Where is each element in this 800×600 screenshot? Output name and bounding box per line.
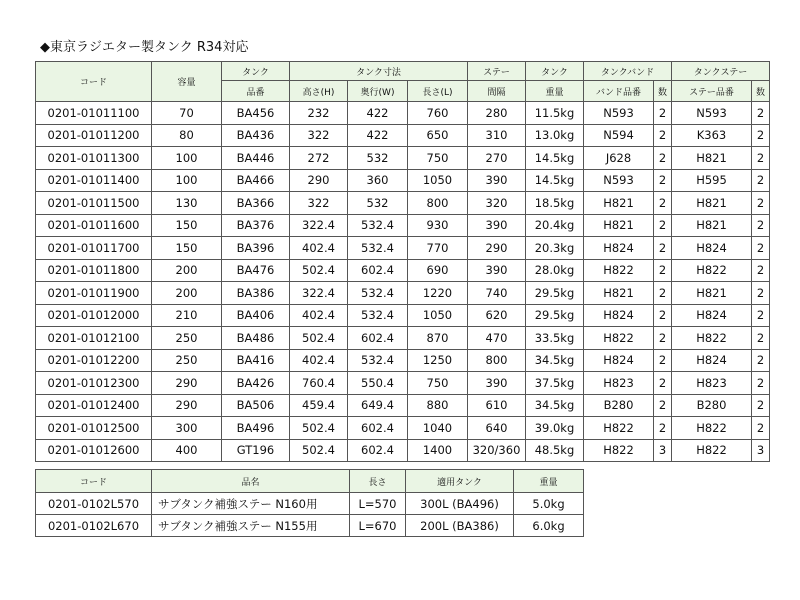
table-row (36, 349, 770, 372)
cell-stay-number: H824 (672, 349, 752, 372)
header-capacity: 容量 (152, 62, 222, 102)
cell-length: 880 (408, 394, 468, 417)
cell-capacity: 150 (152, 214, 222, 237)
header-tank-stay: タンクステー (672, 62, 770, 81)
cell-height: 272 (290, 147, 348, 170)
header-model: 品番 (222, 81, 290, 102)
cell-model: BA446 (222, 147, 290, 170)
cell-band-qty: 2 (654, 147, 672, 170)
cell-band-qty: 2 (654, 214, 672, 237)
cell-stay-qty: 2 (752, 282, 770, 305)
header-band-qty: 数 (654, 81, 672, 102)
cell-stay-number: H595 (672, 169, 752, 192)
cell-depth: 602.4 (348, 327, 408, 350)
table-row (36, 372, 770, 395)
cell-stay-number: N593 (672, 102, 752, 125)
sub-tank-stay-table (35, 469, 584, 537)
table-row (36, 147, 770, 170)
cell-code: 0201-01012200 (36, 349, 152, 372)
cell-capacity: 290 (152, 372, 222, 395)
cell-band-number: H824 (584, 349, 654, 372)
cell-code: 0201-01011700 (36, 237, 152, 260)
cell-depth: 649.4 (348, 394, 408, 417)
cell-capacity: 150 (152, 237, 222, 260)
cell-length: 870 (408, 327, 468, 350)
cell-depth: 532.4 (348, 237, 408, 260)
cell-length: L=670 (350, 515, 406, 537)
cell-capacity: 80 (152, 124, 222, 147)
cell-height: 402.4 (290, 304, 348, 327)
cell-code: 0201-01011900 (36, 282, 152, 305)
cell-code: 0201-01012500 (36, 417, 152, 440)
cell-applicable-tank: 200L (BA386) (406, 515, 514, 537)
cell-pitch: 620 (468, 304, 526, 327)
cell-code: 0201-01011100 (36, 102, 152, 125)
cell-model: BA426 (222, 372, 290, 395)
cell-weight: 6.0kg (514, 515, 584, 537)
cell-length: 770 (408, 237, 468, 260)
cell-code: 0201-01011300 (36, 147, 152, 170)
header-band-number: バンド品番 (584, 81, 654, 102)
cell-stay-qty: 2 (752, 102, 770, 125)
cell-weight: 29.5kg (526, 282, 584, 305)
header-code: コード (36, 470, 152, 493)
cell-length: 1250 (408, 349, 468, 372)
header-pitch: 間隔 (468, 81, 526, 102)
cell-model: BA396 (222, 237, 290, 260)
cell-depth: 532 (348, 192, 408, 215)
cell-stay-number: H821 (672, 214, 752, 237)
cell-weight: 18.5kg (526, 192, 584, 215)
cell-pitch: 390 (468, 372, 526, 395)
table-row (36, 124, 770, 147)
cell-height: 459.4 (290, 394, 348, 417)
cell-depth: 532.4 (348, 349, 408, 372)
cell-height: 322 (290, 192, 348, 215)
cell-code: 0201-01012400 (36, 394, 152, 417)
cell-length: 650 (408, 124, 468, 147)
cell-weight: 14.5kg (526, 169, 584, 192)
cell-model: BA456 (222, 102, 290, 125)
cell-weight: 5.0kg (514, 493, 584, 515)
header-applicable-tank: 適用タンク (406, 470, 514, 493)
cell-band-qty: 2 (654, 102, 672, 125)
cell-model: BA506 (222, 394, 290, 417)
cell-weight: 14.5kg (526, 147, 584, 170)
cell-model: BA386 (222, 282, 290, 305)
cell-stay-number: H821 (672, 147, 752, 170)
cell-weight: 29.5kg (526, 304, 584, 327)
cell-band-number: N594 (584, 124, 654, 147)
cell-capacity: 100 (152, 169, 222, 192)
header-stay-number: ステー品番 (672, 81, 752, 102)
cell-band-qty: 2 (654, 372, 672, 395)
cell-stay-number: H822 (672, 259, 752, 282)
cell-pitch: 390 (468, 214, 526, 237)
cell-depth: 550.4 (348, 372, 408, 395)
cell-capacity: 210 (152, 304, 222, 327)
cell-band-qty: 2 (654, 237, 672, 260)
cell-model: BA436 (222, 124, 290, 147)
cell-band-number: H824 (584, 237, 654, 260)
cell-stay-qty: 2 (752, 124, 770, 147)
cell-length: L=570 (350, 493, 406, 515)
cell-height: 322.4 (290, 282, 348, 305)
table-row (36, 169, 770, 192)
cell-pitch: 290 (468, 237, 526, 260)
cell-pitch: 270 (468, 147, 526, 170)
header-tank-dimensions: タンク寸法 (290, 62, 468, 81)
cell-code: 0201-01011500 (36, 192, 152, 215)
cell-band-number: H822 (584, 259, 654, 282)
cell-code: 0201-01011600 (36, 214, 152, 237)
cell-length: 760 (408, 102, 468, 125)
cell-model: BA416 (222, 349, 290, 372)
cell-band-qty: 2 (654, 169, 672, 192)
cell-length: 1050 (408, 169, 468, 192)
header-height: 高さ(H) (290, 81, 348, 102)
cell-stay-qty: 2 (752, 417, 770, 440)
cell-capacity: 290 (152, 394, 222, 417)
cell-pitch: 470 (468, 327, 526, 350)
cell-length: 690 (408, 259, 468, 282)
cell-length: 1220 (408, 282, 468, 305)
cell-depth: 602.4 (348, 439, 408, 462)
header-length: 長さ(L) (408, 81, 468, 102)
cell-code: 0201-01011800 (36, 259, 152, 282)
cell-weight: 34.5kg (526, 349, 584, 372)
cell-name: サブタンク補強ステー N155用 (152, 515, 350, 537)
table-row (36, 493, 584, 515)
table-row (36, 214, 770, 237)
cell-pitch: 320/360 (468, 439, 526, 462)
cell-model: BA486 (222, 327, 290, 350)
cell-band-number: H823 (584, 372, 654, 395)
cell-height: 502.4 (290, 327, 348, 350)
cell-capacity: 70 (152, 102, 222, 125)
header-tank-weight-top: タンク (526, 62, 584, 81)
cell-weight: 48.5kg (526, 439, 584, 462)
cell-pitch: 310 (468, 124, 526, 147)
cell-weight: 20.3kg (526, 237, 584, 260)
table-row (36, 439, 770, 462)
cell-capacity: 130 (152, 192, 222, 215)
cell-name: サブタンク補強ステー N160用 (152, 493, 350, 515)
cell-stay-qty: 2 (752, 304, 770, 327)
cell-model: BA476 (222, 259, 290, 282)
cell-length: 750 (408, 147, 468, 170)
cell-weight: 11.5kg (526, 102, 584, 125)
cell-code: 0201-0102L570 (36, 493, 152, 515)
cell-weight: 13.0kg (526, 124, 584, 147)
cell-model: BA376 (222, 214, 290, 237)
cell-pitch: 610 (468, 394, 526, 417)
cell-stay-number: H824 (672, 237, 752, 260)
cell-length: 1400 (408, 439, 468, 462)
header-weight: 重量 (514, 470, 584, 493)
cell-depth: 532.4 (348, 304, 408, 327)
cell-length: 1050 (408, 304, 468, 327)
cell-stay-qty: 2 (752, 192, 770, 215)
cell-band-number: H822 (584, 327, 654, 350)
cell-stay-number: H821 (672, 282, 752, 305)
cell-pitch: 800 (468, 349, 526, 372)
header-tank: タンク (222, 62, 290, 81)
table-row (36, 192, 770, 215)
table-row (36, 304, 770, 327)
cell-stay-qty: 2 (752, 147, 770, 170)
header-length: 長さ (350, 470, 406, 493)
cell-band-number: H824 (584, 304, 654, 327)
cell-capacity: 200 (152, 259, 222, 282)
cell-capacity: 200 (152, 282, 222, 305)
cell-height: 322.4 (290, 214, 348, 237)
cell-stay-qty: 3 (752, 439, 770, 462)
table-row (36, 394, 770, 417)
cell-stay-number: H822 (672, 439, 752, 462)
cell-stay-qty: 2 (752, 169, 770, 192)
table-row (36, 515, 584, 537)
cell-height: 322 (290, 124, 348, 147)
cell-capacity: 250 (152, 327, 222, 350)
cell-band-qty: 2 (654, 327, 672, 350)
cell-length: 930 (408, 214, 468, 237)
cell-pitch: 390 (468, 259, 526, 282)
header-stay: ステー (468, 62, 526, 81)
cell-height: 502.4 (290, 259, 348, 282)
table-row (36, 417, 770, 440)
header-tank-band: タンクバンド (584, 62, 672, 81)
table-row (36, 327, 770, 350)
cell-band-qty: 2 (654, 124, 672, 147)
cell-height: 502.4 (290, 417, 348, 440)
header-name: 品名 (152, 470, 350, 493)
cell-weight: 34.5kg (526, 394, 584, 417)
cell-height: 760.4 (290, 372, 348, 395)
cell-code: 0201-01012300 (36, 372, 152, 395)
cell-pitch: 740 (468, 282, 526, 305)
cell-height: 402.4 (290, 237, 348, 260)
header-stay-qty: 数 (752, 81, 770, 102)
cell-band-number: B280 (584, 394, 654, 417)
tank-spec-table (35, 61, 770, 462)
cell-band-number: H821 (584, 282, 654, 305)
cell-depth: 360 (348, 169, 408, 192)
cell-stay-number: H823 (672, 372, 752, 395)
header-code: コード (36, 62, 152, 102)
cell-code: 0201-01011200 (36, 124, 152, 147)
cell-stay-number: K363 (672, 124, 752, 147)
cell-depth: 422 (348, 124, 408, 147)
cell-band-qty: 2 (654, 192, 672, 215)
cell-band-qty: 2 (654, 259, 672, 282)
cell-code: 0201-01011400 (36, 169, 152, 192)
cell-height: 502.4 (290, 439, 348, 462)
cell-length: 750 (408, 372, 468, 395)
cell-code: 0201-01012000 (36, 304, 152, 327)
cell-weight: 37.5kg (526, 372, 584, 395)
cell-length: 1040 (408, 417, 468, 440)
table-row (36, 282, 770, 305)
cell-stay-number: H821 (672, 192, 752, 215)
cell-band-qty: 2 (654, 349, 672, 372)
cell-band-qty: 3 (654, 439, 672, 462)
cell-length: 800 (408, 192, 468, 215)
cell-model: BA366 (222, 192, 290, 215)
cell-band-number: J628 (584, 147, 654, 170)
cell-depth: 532.4 (348, 282, 408, 305)
table-row (36, 102, 770, 125)
cell-pitch: 390 (468, 169, 526, 192)
cell-stay-qty: 2 (752, 372, 770, 395)
cell-capacity: 300 (152, 417, 222, 440)
cell-height: 402.4 (290, 349, 348, 372)
cell-pitch: 280 (468, 102, 526, 125)
cell-depth: 422 (348, 102, 408, 125)
cell-code: 0201-01012600 (36, 439, 152, 462)
cell-depth: 532 (348, 147, 408, 170)
cell-model: GT196 (222, 439, 290, 462)
cell-band-qty: 2 (654, 282, 672, 305)
cell-capacity: 250 (152, 349, 222, 372)
cell-band-number: H821 (584, 192, 654, 215)
cell-pitch: 640 (468, 417, 526, 440)
header-weight: 重量 (526, 81, 584, 102)
cell-applicable-tank: 300L (BA496) (406, 493, 514, 515)
cell-band-qty: 2 (654, 417, 672, 440)
cell-weight: 39.0kg (526, 417, 584, 440)
cell-height: 290 (290, 169, 348, 192)
cell-capacity: 100 (152, 147, 222, 170)
cell-weight: 20.4kg (526, 214, 584, 237)
cell-depth: 602.4 (348, 417, 408, 440)
cell-pitch: 320 (468, 192, 526, 215)
cell-band-number: H822 (584, 439, 654, 462)
header-depth: 奥行(W) (348, 81, 408, 102)
cell-code: 0201-01012100 (36, 327, 152, 350)
cell-stay-qty: 2 (752, 349, 770, 372)
page-title: ◆東京ラジエター製タンク R34対応 (40, 40, 249, 55)
cell-band-qty: 2 (654, 394, 672, 417)
cell-band-number: N593 (584, 169, 654, 192)
cell-weight: 28.0kg (526, 259, 584, 282)
header-row-top (36, 62, 770, 81)
cell-stay-number: H822 (672, 327, 752, 350)
cell-stay-qty: 2 (752, 394, 770, 417)
table-row (36, 237, 770, 260)
cell-weight: 33.5kg (526, 327, 584, 350)
cell-model: BA406 (222, 304, 290, 327)
cell-stay-qty: 2 (752, 214, 770, 237)
cell-band-qty: 2 (654, 304, 672, 327)
header-row (36, 470, 584, 493)
cell-band-number: H821 (584, 214, 654, 237)
cell-height: 232 (290, 102, 348, 125)
cell-stay-qty: 2 (752, 327, 770, 350)
cell-model: BA496 (222, 417, 290, 440)
cell-model: BA466 (222, 169, 290, 192)
cell-stay-number: B280 (672, 394, 752, 417)
cell-band-number: N593 (584, 102, 654, 125)
cell-code: 0201-0102L670 (36, 515, 152, 537)
cell-stay-qty: 2 (752, 237, 770, 260)
cell-stay-qty: 2 (752, 259, 770, 282)
cell-depth: 602.4 (348, 259, 408, 282)
cell-capacity: 400 (152, 439, 222, 462)
cell-depth: 532.4 (348, 214, 408, 237)
cell-stay-number: H822 (672, 417, 752, 440)
cell-stay-number: H824 (672, 304, 752, 327)
table-row (36, 259, 770, 282)
cell-band-number: H822 (584, 417, 654, 440)
